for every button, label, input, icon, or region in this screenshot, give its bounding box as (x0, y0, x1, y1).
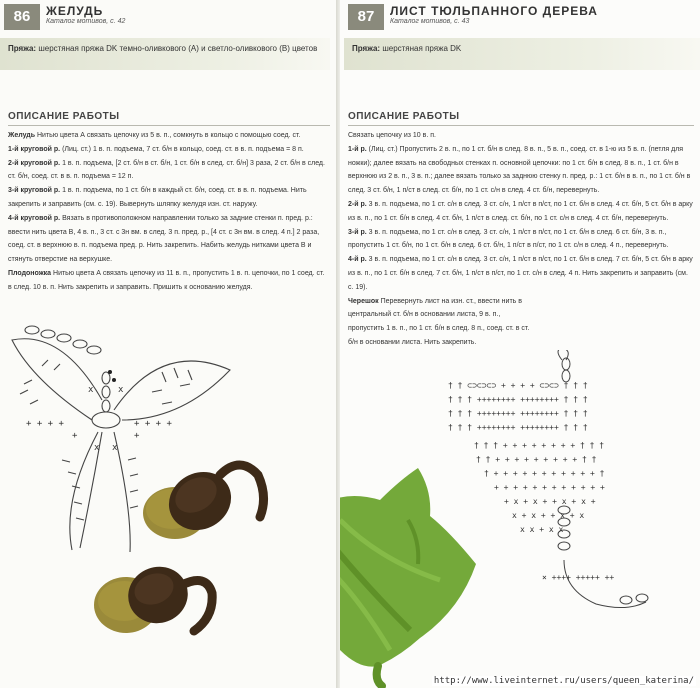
svg-text:† + + + + + + + + + + + †: † + + + + + + + + + + + † (484, 469, 605, 478)
paragraph: 4-й круговой р. Вязать в противоположном направлении только за задние стенки п. пред. р.: ввести нить цвета В, 4 в. п., 3 ст. с 3н вм. в след. 3 п. пред. р., [4 ст. с 3н вм. в след. 4 п.] 2 раза, соед. ст. в верхнюю в. п. подъема пред. р. Нить закрепить. Набить желудь нитками цвета В и стянуть отверстие на верхушке. (8, 214, 320, 264)
svg-text:+ + + +: + + + + (134, 419, 172, 429)
instructions (348, 129, 694, 350)
svg-text:† † † ++++++++ ++++++++ † † †: † † † ++++++++ ++++++++ † † † (448, 395, 588, 404)
pattern-title: ЖЕЛУДЬ (46, 4, 104, 18)
catalog-reference: Каталог мотивов, с. 42 (46, 18, 126, 25)
paragraph: 2-й круговой р. 1 в. п. подъема, [2 ст. б/н в ст. б/н, 1 ст. б/н в след. ст. б/н] 3 раза, 2 ст. б/н в след. ст. б/н, соед. ст. в в. п. подъема = 12 п. (8, 159, 325, 181)
yarn-info (352, 43, 692, 55)
section-title: ОПИСАНИЕ РАБОТЫ (8, 111, 120, 122)
right-page (340, 0, 700, 688)
section-title: ОПИСАНИЕ РАБОТЫ (348, 111, 460, 122)
yarn-info (8, 43, 326, 55)
yarn-description: шерстяная пряжа DK (382, 44, 462, 53)
paragraph: Плодоножка Нитью цвета А связать цепочку из 11 в. п., пропустить 1 в. п. цепочки, по 1 соед. ст. в след. 10 в. п. Нить закрепить и заправить. Пришить к основанию желудя. (8, 269, 325, 291)
svg-text:† † ⊂⊃⊂⊃⊂⊃ + + + + ⊂⊃⊂⊃ † †: † † ⊂⊃⊂⊃⊂⊃ + + + + ⊂⊃⊂⊃ † † † (448, 381, 588, 390)
paragraph: 4-й р. 3 в. п. подъема, по 1 ст. с/н в след. 3 ст. с/н, 1 п/ст в п/ст, по 1 ст. б/н в след. 7 ст. б/н, 5 ст. б/н в арку из в. п., по 1 ст. б/н в след. 7 ст. б/н, 1 п/ст в п/ст, по 1 ст. с/н в след. 4 п. Нить закрепить и заправить (см. с. 19). (348, 256, 693, 291)
svg-text:+: + (72, 431, 78, 441)
svg-text:† † † + + + + + + + + † † †: † † † + + + + + + + + † † † (474, 441, 605, 450)
yarn-label: Пряжа: (8, 44, 37, 53)
paragraph: Желудь Нитью цвета А связать цепочку из 5 в. п., сомкнуть в кольцо с помощью соед. ст. (8, 132, 301, 139)
svg-text:+ + + + + + + + + + + +: + + + + + + + + + + + + (494, 483, 605, 492)
section-divider (348, 125, 694, 126)
svg-text:x: x (94, 443, 100, 453)
paragraph: 2-й р. 3 в. п. подъема, по 1 ст. с/н в след. 3 ст. с/н, 1 п/ст в п/ст, по 1 ст. б/н в след. 4 ст. б/н, 5 ст. б/н в арку из в. п., по 1 ст. б/н в след. 4 ст. б/н, 1 п/ст в след. ст. б/н, по 1 ст. с/н в след. 4 ст. б/н, перевернуть. (348, 200, 693, 222)
watermark-url: http://www.liveinternet.ru/users/queen_katerina/ (433, 676, 694, 686)
left-page (0, 0, 340, 688)
svg-text:+ x + x + + x + x +: + x + x + + x + x + (504, 497, 596, 506)
paragraph: 3-й круговой р. 1 в. п. подъема, по 1 ст. б/н в каждый ст. б/н, соед. ст. в в. п. подъема. Нить закрепить и заправить (см. с. 19). Вывернуть шляпку желудя изн. ст. наружу. (8, 187, 307, 208)
leaf-photo (340, 460, 510, 688)
paragraph: 1-й круговой р. (Лиц. ст.) 1 в. п. подъема, 7 ст. б/н в кольцо, соед. ст. в в. п. подъема = 8 п. (8, 145, 304, 153)
yarn-description: шерстяная пряжа DK темно-оливкового (А) и светло-оливкового (В) цветов (38, 44, 318, 53)
svg-text:† † + + + + + + + + + † †: † † + + + + + + + + + † † (476, 455, 597, 464)
page-number-badge: 86 (4, 4, 40, 30)
svg-text:† † † ++++++++ ++++++++ † † †: † † † ++++++++ ++++++++ † † † (448, 409, 588, 418)
svg-text:† † † ++++++++ ++++++++ † † †: † † † ++++++++ ++++++++ † † † (448, 423, 588, 432)
instructions (8, 129, 330, 295)
paragraph: 3-й р. 3 в. п. подъема, по 1 ст. с/н в след. 3 ст. с/н, 1 п/ст в п/ст, по 1 ст. б/н в след. 6 ст. б/н, 3 в. п., пропустить 1 ст. б/н, по 1 ст. б/н в след. 6 ст. б/н, 1 п/ст в п/ст, по 1 ст. с/н в след. 4 п., перевернуть. (348, 228, 669, 250)
svg-text:x: x (88, 385, 94, 395)
paragraph: Связать цепочку из 10 в. п. (348, 132, 436, 139)
catalog-reference: Каталог мотивов, с. 43 (390, 18, 470, 25)
paragraph: 1-й р. (Лиц. ст.) Пропустить 2 в. п., по 1 ст. б/н в след. 8 в. п., 5 в. п., соед. ст. в 1-ю из 5 в. п. (петля для ножки); далее вязать на свободных стенках п. основной цепочки: по 1 ст. б/н в след. 8 в. п., 1 ст. б/н в верхнюю из 2 в. п., 3 в. п.; далее вязать только за заднюю стенку п. пред. р.: 1 ст. б/н в в. п., по 1 ст. б/н в след. 3 ст. б/н, 1 п/ст в след. ст. б/н, по 1 ст. с/н в след. 4 ст. б/н, перевернуть. (348, 145, 691, 195)
svg-text:+: + (134, 431, 140, 441)
paragraph: Черешок Перевернуть лист на изн. ст., ввести нить в центральный ст. б/н в основании листа, 9 в. п., пропустить 1 в. п., по 1 ст. б/н в след. 8 п., соед. ст. в ст. б/н в основании листа. Нить закрепить. (348, 297, 530, 346)
section-divider (8, 125, 330, 126)
svg-text:× ++++ +++++ ++: × ++++ +++++ ++ (542, 573, 615, 582)
yarn-label: Пряжа: (352, 44, 381, 53)
acorn-photo (90, 445, 340, 688)
svg-text:+ + + +: + + + + (26, 419, 64, 429)
svg-text:x x + x x: x x + x x (520, 525, 564, 534)
svg-text:x + x + + x + x: x + x + + x + x (512, 511, 585, 520)
svg-text:x: x (112, 443, 118, 453)
page-number-badge: 87 (348, 4, 384, 30)
svg-text:x: x (118, 385, 124, 395)
pattern-title: ЛИСТ ТЮЛЬПАННОГО ДЕРЕВА (390, 4, 598, 18)
